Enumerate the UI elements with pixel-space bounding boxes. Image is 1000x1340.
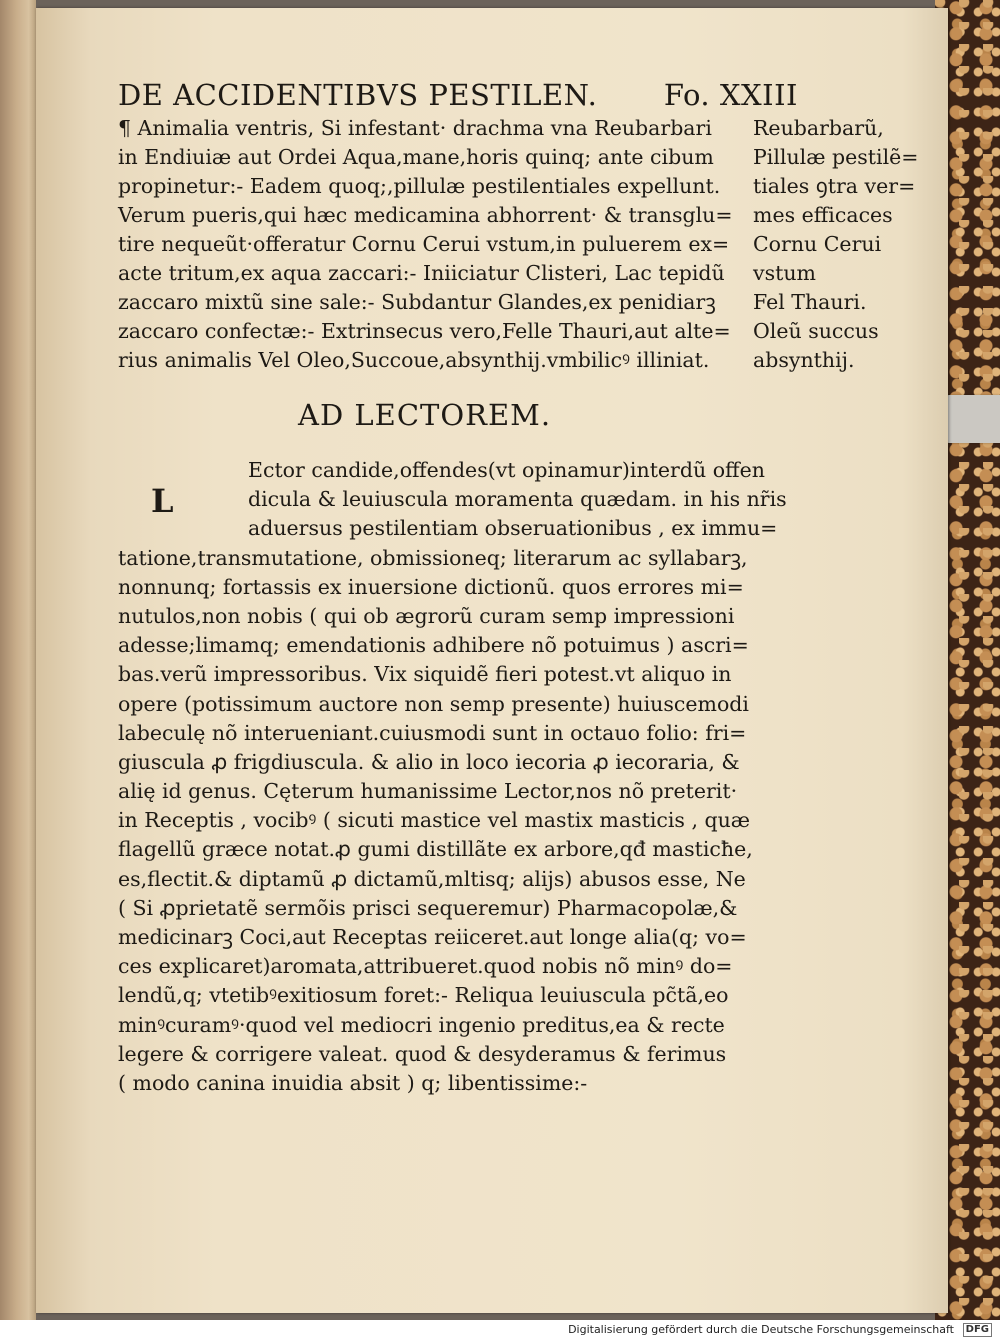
margin-note: absynthij. (753, 348, 855, 372)
text-line: nutulos,non nobis ( qui ob ægrorũ curam semp impressioni (118, 603, 735, 628)
text-line: alię id genus. Cęterum humanissime Lector,nos nõ preterit· (118, 779, 738, 804)
text-line: labeculę nõ interueniant.cuiusmodi sunt in octauo folio: fri= (118, 720, 747, 745)
text-line: Verum pueris,qui hæc medicamina abhorrent· & transglu= (118, 203, 733, 227)
digitization-footer (0, 1320, 1000, 1340)
text-line: giuscula ꝓ frigdiuscula. & alio in loco iecoria ꝓ iecoraria, & (118, 749, 740, 774)
text-line: rius animalis Vel Oleo,Succoue,absynthij.vmbilicꝰ illiniat. (118, 348, 710, 372)
text-line: bas.verũ impressoribus. Vix siquidẽ fieri potest.vt aliquo in (118, 662, 732, 687)
folio-number: Fo. XXIII (663, 78, 798, 112)
text-line: tatione,transmutatione, obmissioneq; literarum ac syllabarꝫ, (118, 545, 748, 570)
margin-note: tiales ꝯtra ver= (753, 174, 916, 198)
body-text-main (118, 456, 818, 1098)
text-line: nonnunq; fortassis ex inuersione dictionũ. quos errores mi= (118, 574, 744, 599)
margin-note: Cornu Cerui (753, 232, 882, 256)
text-line: aduersus pestilentiam obseruationibus , ex immu= (248, 516, 778, 541)
text-line: opere (potissimum auctore non semp presente) huiuscemodi (118, 691, 749, 716)
text-line: minꝰcuramꝰ·quod vel mediocri ingenio preditus,ea & recte (118, 1012, 725, 1037)
text-line: legere & corrigere valeat. quod & desyderamus & ferimus (118, 1041, 727, 1066)
facing-page-edge (0, 0, 36, 1320)
marginal-notes (753, 114, 933, 375)
text-line: flagellũ græce notat.ꝓ gumi distillãte ex arbore,qđ masticħe, (118, 837, 753, 862)
text-line: adesse;limamq; emendationis adhibere nõ potuimus ) ascri= (118, 633, 749, 658)
margin-note: Reubarbarũ, (753, 116, 884, 140)
text-line: dicula & leuiuscula moramenta quædam. in his nr̃is (248, 487, 787, 512)
text-line: ¶ Animalia ventris, Si infestant· drachma vna Reubarbari (118, 116, 712, 140)
text-line: acte tritum,ex aqua zaccari:- Iniiciatur Clisteri, Lac tepidũ (118, 261, 725, 285)
initial-letter: L (151, 482, 174, 520)
dfg-logo-icon: DFG (963, 1323, 992, 1337)
margin-note: Fel Thauri. (753, 290, 867, 314)
text-line: propinetur:- Eadem quoq;,pillulæ pestilentiales expellunt. (118, 174, 721, 198)
body-text-top (118, 114, 778, 375)
text-line: ces explicaret)aromata,attribueret.quod nobis nõ minꝰ do= (118, 954, 733, 979)
margin-note: Oleũ succus (753, 319, 879, 343)
text-line: ( Si ꝓprietatẽ sermõis prisci sequeremur) Pharmacopolæ,& (118, 895, 738, 920)
margin-note: mes efficaces (753, 203, 893, 227)
text-line: in Receptis , vocibꝰ ( sicuti mastice vel mastix masticis , quæ (118, 808, 751, 833)
text-line: ( modo canina inuidia absit ) q; libentissime:- (118, 1070, 588, 1095)
margin-note: Pillulæ pestilẽ= (753, 145, 919, 169)
text-line: lendũ,q; vtetibꝰexitiosum foret:- Reliqua leuiuscula pc̃tã,eo (118, 983, 729, 1008)
header-title: DE ACCIDENTIBVS PESTILEN. (118, 78, 598, 112)
text-line: in Endiuiæ aut Ordei Aqua,mane,horis quinq; ante cibum (118, 145, 714, 169)
text-line: zaccaro mixtũ sine sale:- Subdantur Glandes,ex penidiarꝫ (118, 290, 716, 314)
funding-notice: Digitalisierung gefördert durch die Deutsche Forschungsgemeinschaft (568, 1323, 954, 1336)
text-line: tire nequeũt·offeratur Cornu Cerui vstum,in puluerem ex= (118, 232, 730, 256)
text-line: Ector candide,offendes(vt opinamur)interdũ offen (248, 458, 765, 482)
section-heading: AD LECTOREM. (298, 398, 552, 432)
running-header (118, 78, 798, 112)
text-line: es,flectit.& diptamũ ꝓ dictamũ,mltisq; alijs) abusos esse, Ne (118, 866, 746, 891)
book-page (36, 8, 948, 1313)
margin-note: vstum (753, 261, 816, 285)
text-line: zaccaro confectæ:- Extrinsecus vero,Felle Thauri,aut alte= (118, 319, 731, 343)
bookmark-tab (945, 395, 1000, 443)
text-line: medicinarꝫ Coci,aut Receptas reiiceret.aut longe alia(q; vo= (118, 925, 747, 949)
